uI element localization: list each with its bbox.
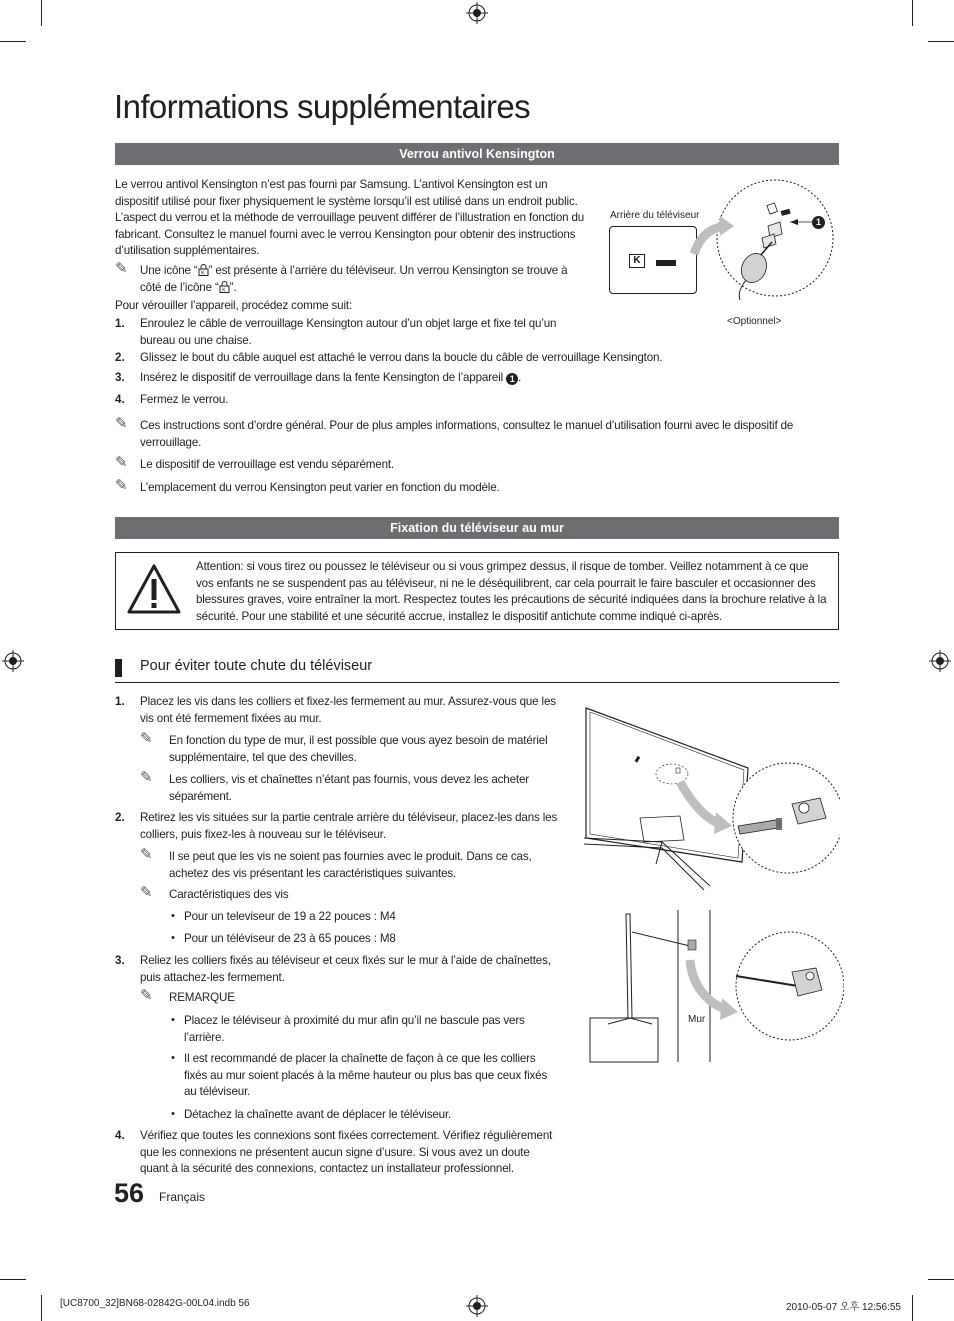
step-text: Insérez le dispositif de verrouillage dans la fente Kensington de l’appareil 1 .	[140, 371, 522, 384]
bullet-icon: •	[171, 910, 175, 922]
crop-mark	[928, 41, 954, 42]
pencil-note-icon: ✎	[140, 846, 153, 863]
step-text: Vérifiez que toutes les connexions sont fixées correctement. Vérifiez régulièrement que les connexions ne présentent aucun signe d’usure. Si vous avez un doute quant à la sécurité des connexions, contactez un installateur professionnel.	[140, 1129, 553, 1175]
pencil-note-icon: ✎	[115, 454, 128, 471]
step-number: 4.	[115, 393, 125, 406]
remark-text: Détachez la chaînette avant de déplacer le téléviseur.	[184, 1108, 452, 1121]
kensington-icon-note: Une icône “ K ” est présente à l’arrière du téléviseur. Un verrou Kensington se trouve à côté de l’icône “ K ”.	[140, 264, 568, 294]
callout-number-icon: 1	[506, 373, 518, 385]
step-text: Retirez les vis situées sur la partie centrale arrière du téléviseur, placez-les dans les colliers, puis fixez-les à nouveau sur le téléviseur.	[140, 811, 558, 841]
step-number: 3.	[115, 371, 125, 384]
page-number: 56	[114, 1178, 145, 1208]
subheading: Pour éviter toute chute du téléviseur	[140, 658, 373, 674]
bullet-icon: •	[171, 1052, 175, 1064]
note-text: Il se peut que les vis ne soient pas fournies avec le produit. Dans ce cas, achetez des vis présentant les caractéristiques suivantes.	[169, 850, 532, 880]
svg-text:K: K	[221, 287, 226, 293]
remark-text: Placez le téléviseur à proximité du mur afin qu’il ne bascule pas vers l’arrière.	[184, 1014, 525, 1044]
page-title: Informations supplémentaires	[114, 88, 531, 125]
kensington-intro: Le verrou antivol Kensington n’est pas fourni par Samsung. L’antivol Kensington est un dispositif utilisé pour fixer physiquement le système lorsqu’il est utilisé dans un endroit public. L’aspect du verrou et la méthode de verrouillage peuvent différer de l’illustration en fonction du fabricant. Consultez le manuel fourni avec le verrou Kensington pour obtenir des instructions d’utilisation supplémentaires.	[115, 178, 585, 257]
warning-text: Attention: si vous tirez ou poussez le téléviseur ou si vous grimpez dessus, il risque de tomber. Veillez notamment à ce que vos enfants ne se suspendent pas au téléviseur, ni ne le déséquilibrent, car cela pourrait le faire basculer et occasionner des blessures graves, voire entraîner la mort. Respectez toutes les précautions de sécurité indiquées dans la brochure relative à la sécurité. Pour une stabilité et une sécurité accrue, installez le dispositif antichute comme indiqué ci-après.	[196, 560, 827, 623]
step-number: 2.	[115, 811, 125, 824]
crop-mark	[912, 1295, 913, 1321]
subheading-marker	[115, 659, 122, 677]
subheading-block	[115, 654, 839, 683]
note-text: Les colliers, vis et chaînettes n’étant pas fournis, vous devez les acheter séparément.	[169, 773, 529, 803]
figure-label-optional: <Optionnel>	[727, 316, 782, 327]
crop-mark	[0, 1279, 26, 1280]
note-text: Ces instructions sont d’ordre général. Pour de plus amples informations, consultez le manuel d’utilisation fourni avec le dispositif de verrouillage.	[140, 419, 794, 449]
crop-mark	[912, 0, 913, 26]
step-text: Reliez les colliers fixés au téléviseur et ceux fixés sur le mur à l’aide de chaînettes, puis attachez-les fermement.	[140, 954, 551, 984]
remark-text: Il est recommandé de placer la chaînette de façon à ce que les colliers fixés au mur soient placés à la même hauteur ou plus bas que ceux fixés au téléviseur.	[184, 1052, 548, 1098]
crop-mark	[928, 1279, 954, 1280]
bullet-icon: •	[171, 1108, 175, 1120]
registration-mark-icon	[929, 650, 951, 672]
footer-date: 2010-05-07 오후 12:56:55	[786, 1302, 901, 1313]
pencil-note-icon: ✎	[140, 884, 153, 901]
svg-text:K: K	[200, 270, 205, 276]
note-text: Caractéristiques des vis	[169, 888, 289, 901]
bullet-icon: •	[171, 932, 175, 944]
bullet-icon: •	[171, 1014, 175, 1026]
step-number: 1.	[115, 695, 125, 708]
crop-mark	[41, 0, 42, 26]
step-number: 2.	[115, 351, 125, 364]
callout-number-icon: 1	[812, 216, 825, 229]
step-number: 3.	[115, 954, 125, 967]
section-header-kensington: Verrou antivol Kensington	[115, 143, 839, 165]
step-text: Enroulez le câble de verrouillage Kensington autour d’un objet large et fixe tel qu’un bureau ou une chaise.	[140, 317, 557, 347]
kensington-lock-illustration	[690, 176, 840, 306]
procedure-intro: Pour vérouiller l’appareil, procédez comme suit:	[115, 299, 353, 312]
wall-side-illustration	[584, 906, 844, 1066]
step-text: Fermez le verrou.	[140, 393, 229, 406]
note-text: Le dispositif de verrouillage est vendu séparément.	[140, 458, 395, 471]
tv-back-panel	[609, 226, 697, 294]
kensington-slot	[656, 260, 676, 266]
kensington-lock-icon	[219, 281, 230, 293]
tv-bracket-illustration	[580, 700, 840, 890]
pencil-note-icon: ✎	[140, 730, 153, 747]
crop-mark	[41, 1295, 42, 1321]
step-text: Placez les vis dans les colliers et fixez-les fermement au mur. Assurez-vous que les vis ont été fermement fixées au mur.	[140, 695, 556, 725]
warning-box	[115, 552, 839, 630]
page-language: Français	[159, 1190, 206, 1204]
registration-mark-icon	[466, 1295, 488, 1317]
screw-spec: Pour un téléviseur de 23 à 65 pouces : M8	[184, 932, 396, 945]
crop-mark	[0, 41, 26, 42]
warning-label: Attention	[196, 560, 241, 573]
footer-file: [UC8700_32]BN68-02842G-00L04.indb 56	[60, 1298, 250, 1309]
registration-mark-icon	[2, 650, 24, 672]
pencil-note-icon: ✎	[115, 260, 128, 277]
kensington-k-icon: K	[629, 254, 645, 268]
note-text: En fonction du type de mur, il est possible que vous ayez besoin de matériel supplémentaire, tel que des chevilles.	[169, 734, 548, 764]
pencil-note-icon: ✎	[140, 769, 153, 786]
step-number: 4.	[115, 1129, 125, 1142]
note-text: L’emplacement du verrou Kensington peut varier en fonction du modèle.	[140, 481, 500, 494]
registration-mark-icon	[466, 2, 488, 24]
pencil-note-icon: ✎	[115, 477, 128, 494]
warning-triangle-icon	[126, 563, 182, 615]
pencil-note-icon: ✎	[115, 415, 128, 432]
section-header-wall-mount: Fixation du téléviseur au mur	[115, 517, 839, 539]
figure-label-wall: Mur	[688, 1014, 706, 1025]
figure-label-back: Arrière du téléviseur	[610, 210, 700, 221]
remark-label: REMARQUE	[169, 991, 235, 1004]
step-number: 1.	[115, 317, 125, 330]
step-text: Glissez le bout du câble auquel est attaché le verrou dans la boucle du câble de verrouillage Kensington.	[140, 351, 663, 364]
kensington-lock-icon	[198, 264, 209, 276]
screw-spec: Pour un televiseur de 19 a 22 pouces : M4	[184, 910, 396, 923]
pencil-note-icon: ✎	[140, 987, 153, 1004]
